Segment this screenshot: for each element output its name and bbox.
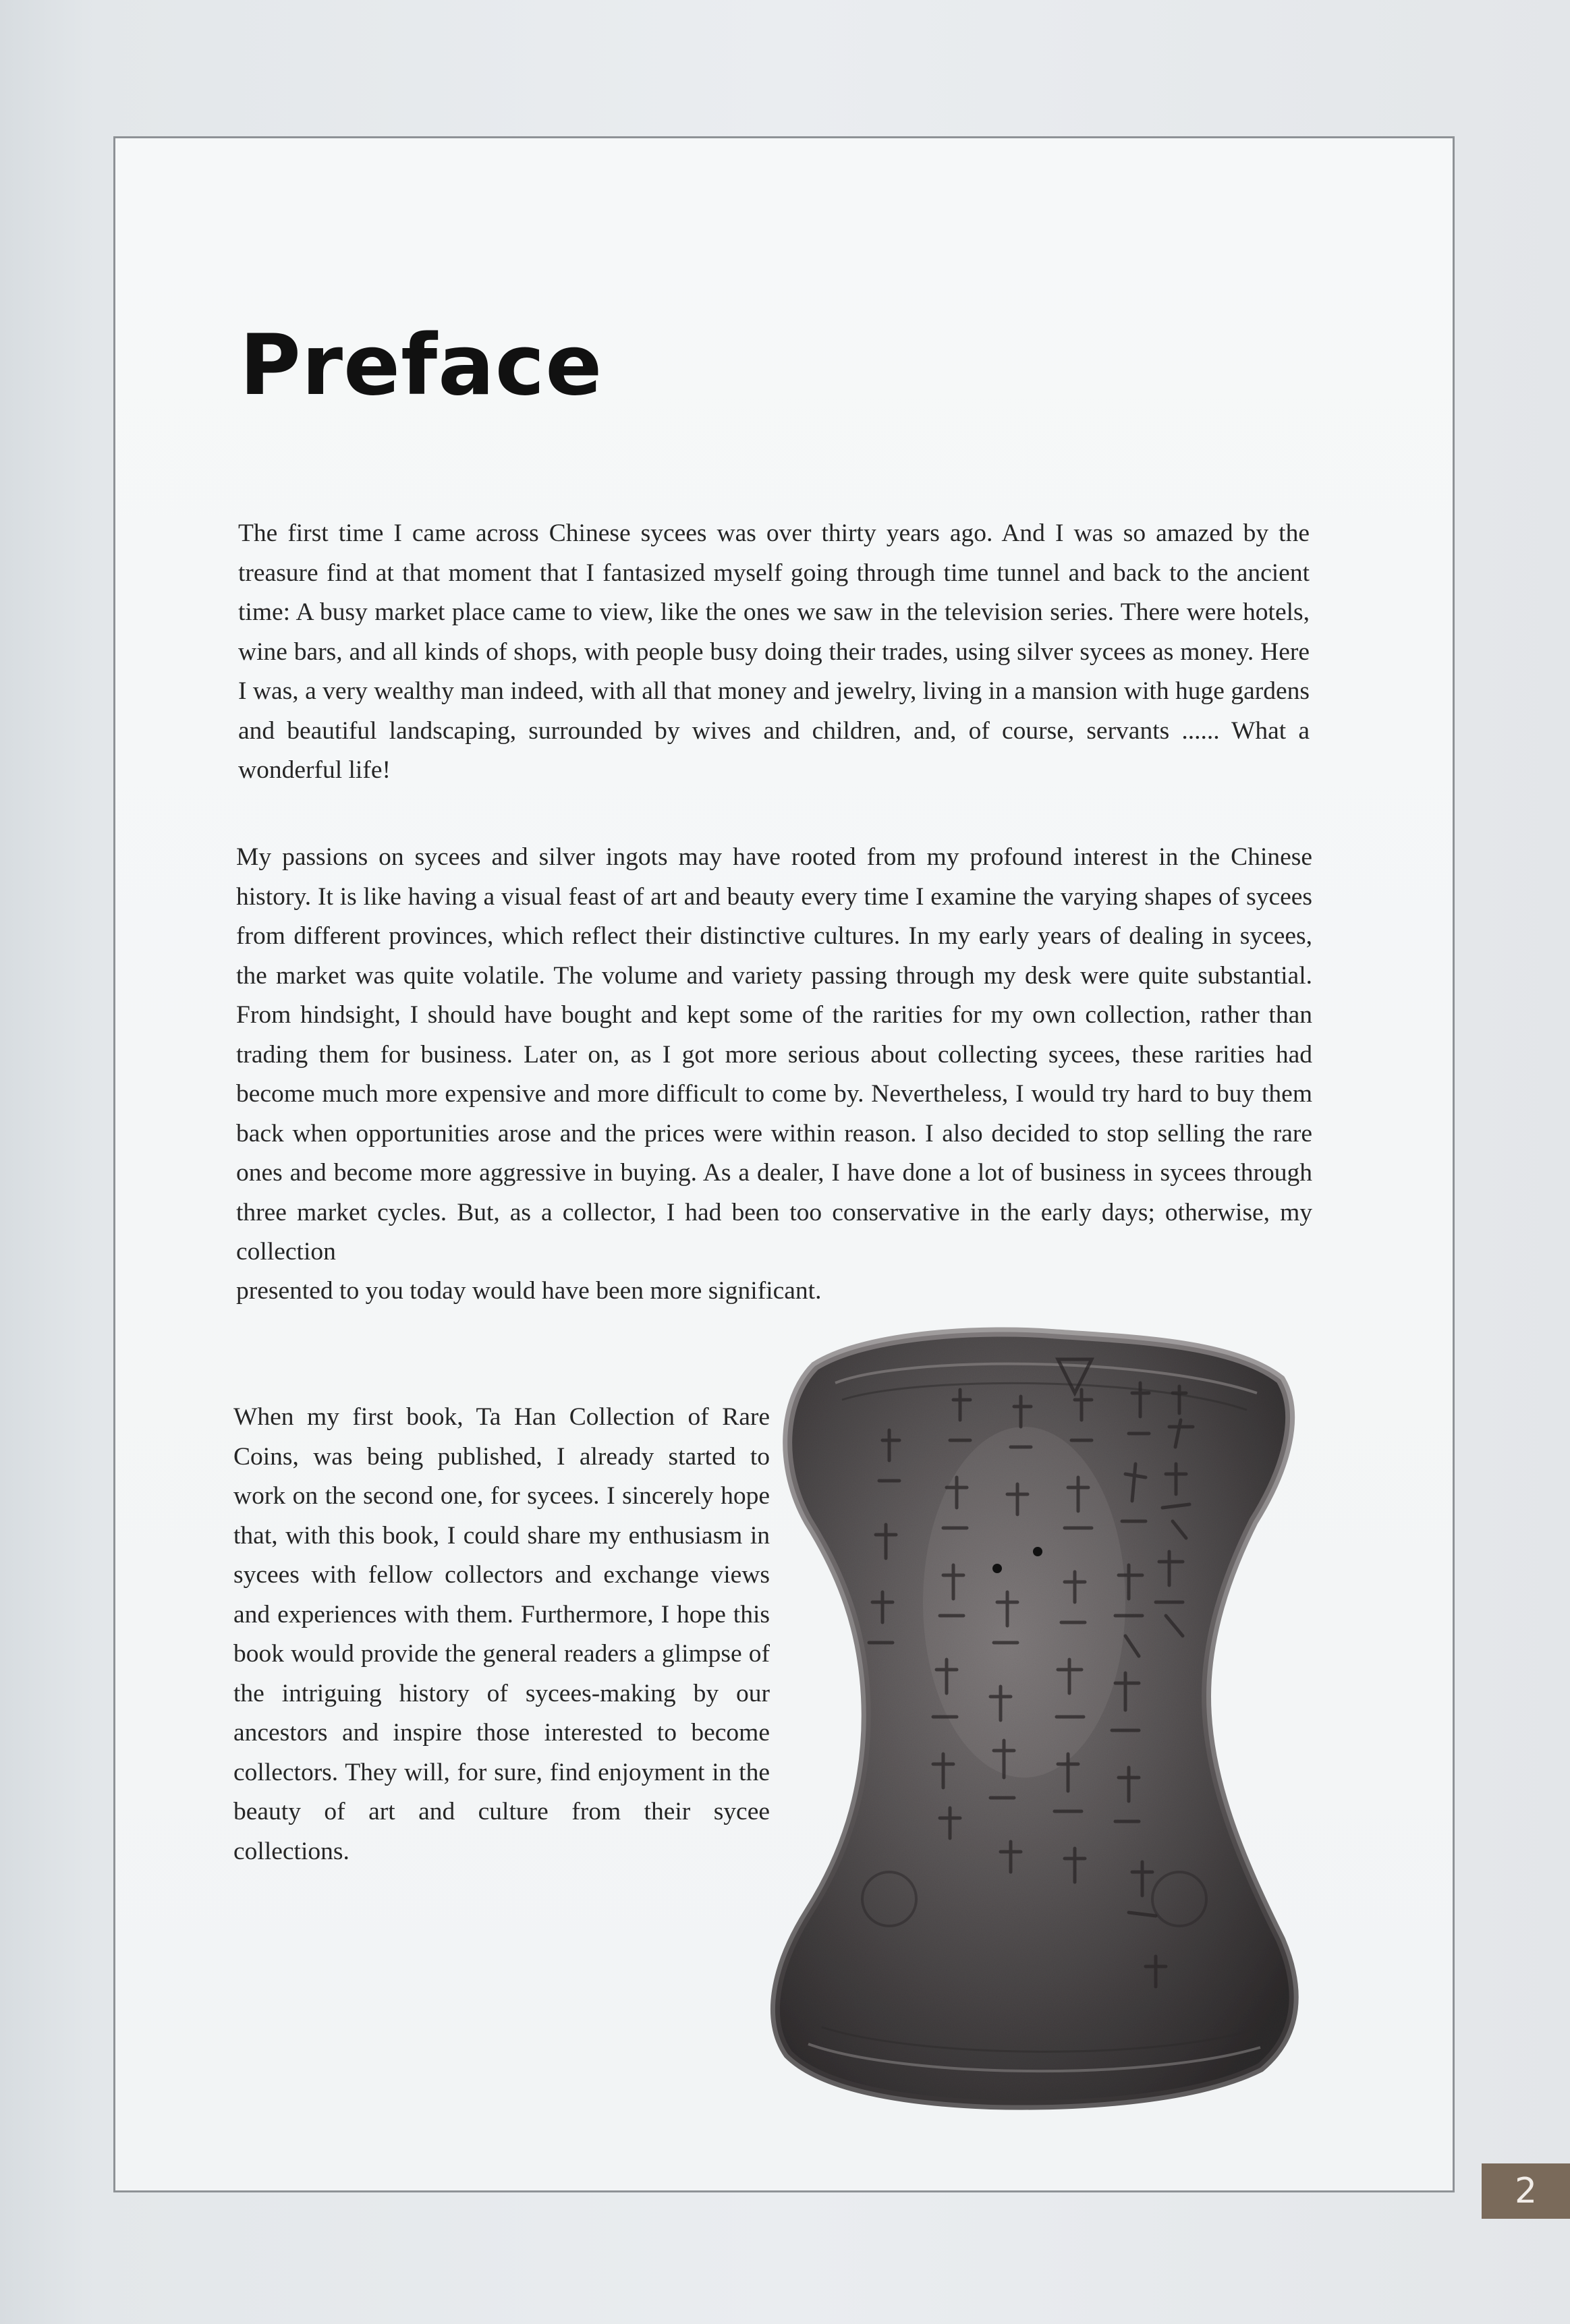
paragraph-2-tail: presented to you today would have been more significant. bbox=[236, 1277, 822, 1305]
page-title: Preface bbox=[240, 317, 603, 414]
paragraph-1: The first time I came across Chinese sycees was over thirty years ago. And I was so amazed by the treasure find at that moment that I fantasized myself going through time tunnel and back to the ancient time: A busy market place came to view, like the ones we saw in the television series. There were hotels, wine bars, and all kinds of shops, with people busy doing their trades, using silver sycees as money. Here I was, a very wealthy man indeed, with all that money and jewelry, living in a mansion with huge gardens and beautiful landscaping, surrounded by wives and children, and, of course, servants ...... What a wonderful life! bbox=[238, 519, 1310, 784]
page-number: 2 bbox=[1514, 2171, 1538, 2211]
sycee-ingot-photo bbox=[768, 1319, 1308, 2115]
paragraph-3: When my first book, Ta Han Collection of Rare Coins, was being published, I already started to work on the second one, for sycees. I sincerely hope that, with this book, I could share my enthusiasm in sycees with fellow collectors and exchange views and experiences with them. Furthermore, I hope this book would provide the general readers a glimpse of the intriguing history of sycees-making by our ancestors and inspire those interested to become collectors. They will, for sure, find enjoyment in the beauty of art and culture from their sycee collections. bbox=[233, 1403, 770, 1865]
paragraph-2: My passions on sycees and silver ingots may have rooted from my profound interest in the Chinese history. It is like having a visual feast of art and beauty every time I examine the varying shapes of sycees from different provinces, which reflect their distinctive cultures. In my early years of dealing in sycees, the market was quite volatile. The volume and variety passing through my desk were quite substantial. From hindsight, I should have bought and kept some of the rarities for my own collection, rather than trading them for business. Later on, as I got more serious about collecting sycees, these rarities had become much more expensive and more difficult to come by. Nevertheless, I would try hard to buy them back when opportunities arose and the prices were within reason. I also decided to stop selling the rare ones and become more aggressive in buying. As a dealer, I have done a lot of business in sycees through three market cycles. But, as a collector, I had been too conservative in the early days; otherwise, my collection bbox=[236, 843, 1312, 1266]
page-number-badge bbox=[1482, 2163, 1570, 2219]
